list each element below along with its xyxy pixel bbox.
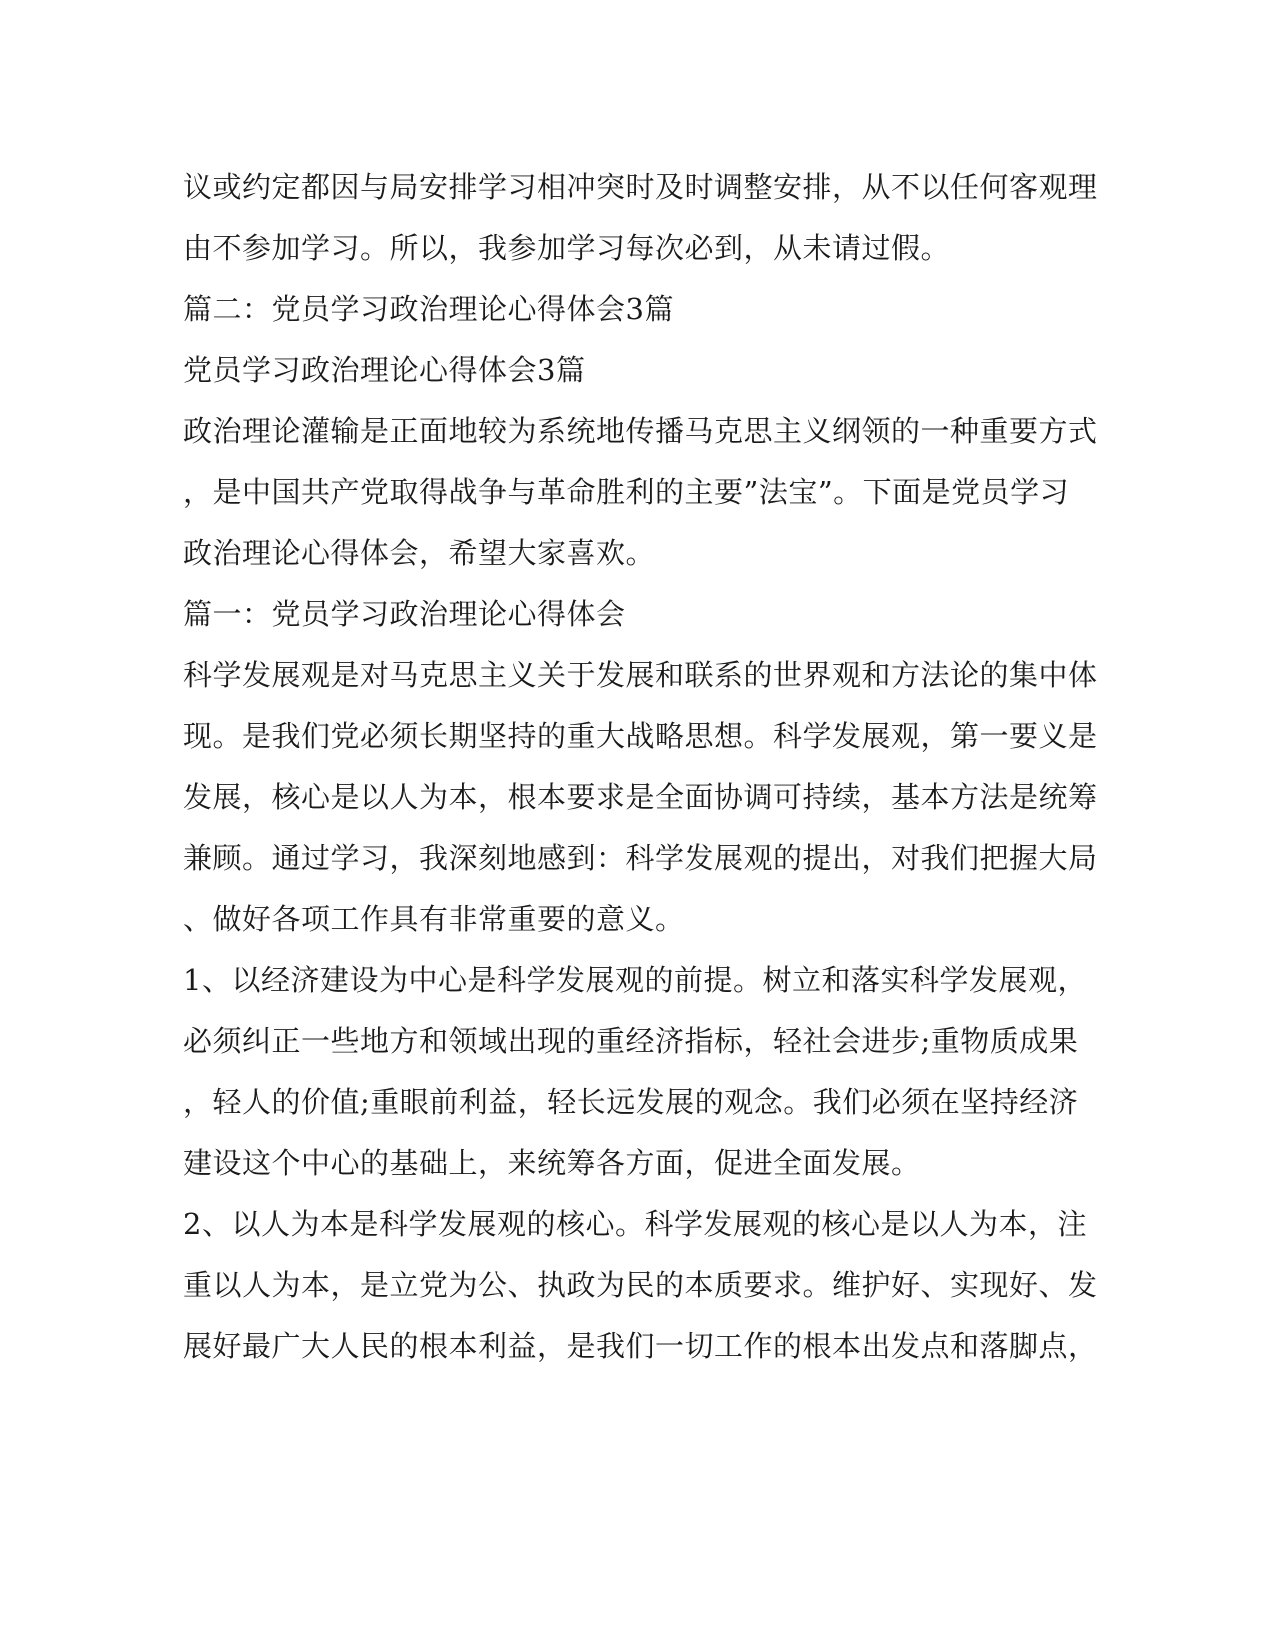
text-line: ，是中国共产党取得战争与革命胜利的主要”法宝”。下面是党员学习	[183, 475, 1070, 509]
text-line: 发展，核心是以人为本，根本要求是全面协调可持续，基本方法是统筹	[183, 780, 1098, 814]
section-heading: 篇一：党员学习政治理论心得体会	[183, 597, 626, 631]
text-line: 科学发展观是对马克思主义关于发展和联系的世界观和方法论的集中体	[183, 658, 1098, 692]
text-line: 政治理论灌输是正面地较为系统地传播马克思主义纲领的一种重要方式	[183, 414, 1098, 448]
text-line: 现。是我们党必须长期坚持的重大战略思想。科学发展观，第一要义是	[183, 719, 1098, 753]
text-line: 议或约定都因与局安排学习相冲突时及时调整安排，从不以任何客观理	[183, 170, 1098, 204]
text-line: 建设这个中心的基础上，来统筹各方面，促进全面发展。	[183, 1146, 921, 1180]
text-line: 兼顾。通过学习，我深刻地感到：科学发展观的提出，对我们把握大局	[183, 841, 1098, 875]
text-line: 展好最广大人民的根本利益，是我们一切工作的根本出发点和落脚点，	[183, 1329, 1098, 1363]
text-line: ，轻人的价值;重眼前利益，轻长远发展的观念。我们必须在坚持经济	[183, 1085, 1079, 1119]
numbered-point: 1、以经济建设为中心是科学发展观的前提。树立和落实科学发展观，	[183, 963, 1087, 997]
numbered-point: 2、以人为本是科学发展观的核心。科学发展观的核心是以人为本，注	[183, 1207, 1087, 1241]
text-line: 必须纠正一些地方和领域出现的重经济指标，轻社会进步;重物质成果	[183, 1024, 1079, 1058]
text-line: 由不参加学习。所以，我参加学习每次必到，从未请过假。	[183, 231, 951, 265]
text-line: 、做好各项工作具有非常重要的意义。	[183, 902, 685, 936]
article-title: 党员学习政治理论心得体会3篇	[183, 353, 586, 387]
text-line: 政治理论心得体会，希望大家喜欢。	[183, 536, 656, 570]
document-body	[183, 157, 1098, 1377]
section-heading: 篇二：党员学习政治理论心得体会3篇	[183, 292, 674, 326]
text-line: 重以人为本，是立党为公、执政为民的本质要求。维护好、实现好、发	[183, 1268, 1098, 1302]
